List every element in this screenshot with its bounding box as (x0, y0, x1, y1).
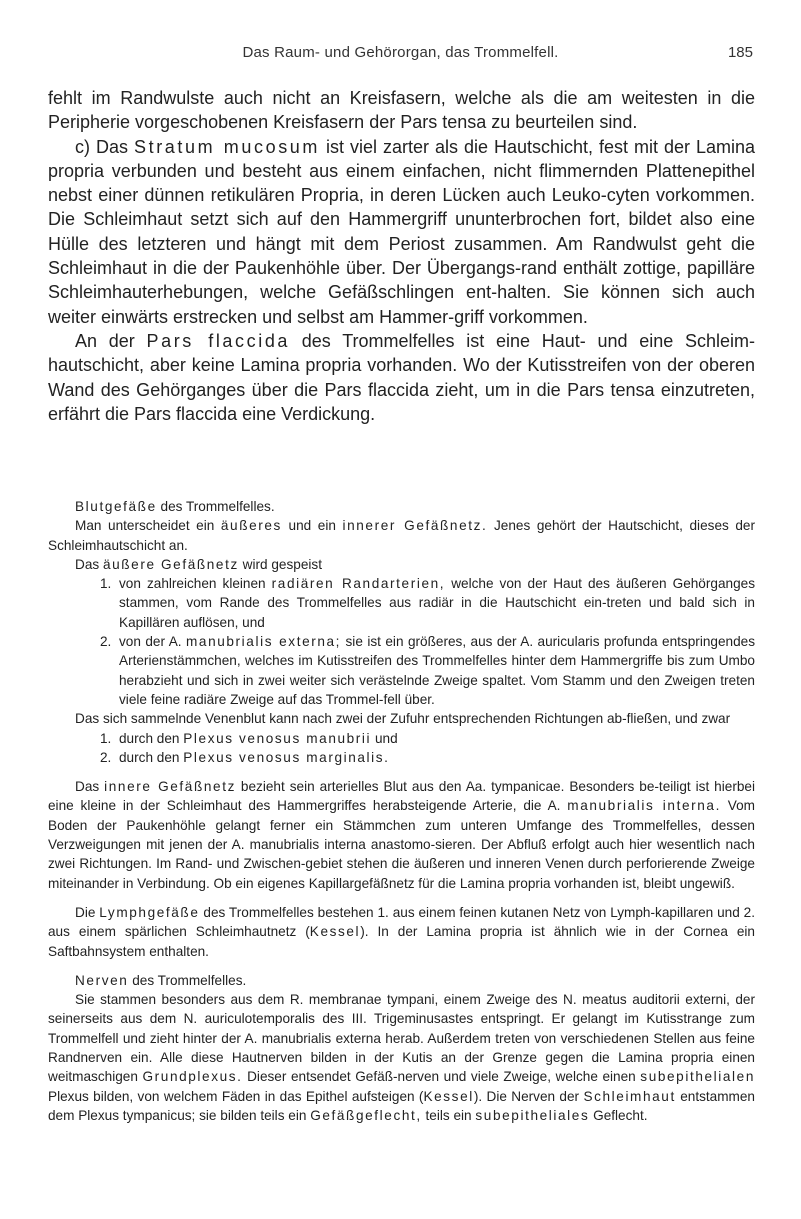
text-span: durch den (119, 730, 184, 746)
term-schleimhaut: Schleimhaut (583, 1088, 676, 1104)
paragraph-aeussere-gefaessnetz (48, 555, 755, 574)
text-span: und ein (281, 518, 343, 534)
author-kessel: Kessel (309, 924, 361, 940)
list-number: 2. (100, 749, 112, 765)
page-number: 185 (727, 44, 753, 61)
text-span: Das (75, 556, 103, 572)
term-aeusseres: äußeres (220, 518, 282, 534)
text-span: des Trommelfelles bestehen 1. aus einem feinen kutanen Netz von Lymph-kapillaren und 2. aus einem spärlichen Schleimhautnetz ( (48, 904, 755, 940)
small-print-section (48, 497, 755, 1125)
list-item (48, 729, 755, 748)
list-venen (48, 729, 755, 768)
list-item (48, 574, 755, 632)
text-span: von der A. (119, 634, 186, 650)
text-span: Vom Boden der Paukenhöhle gelangt ferner ein Stämmchen zum unteren Umfange des Trommelfelles, dessen Verzweigungen mit jenen der A. manubrialis interna anastomo-sieren. Der Abfluß erfolgt auch hier wesentlich nach zwei Richtungen. Im Rand- und Zwischen-gebiet stehen die äußeren und inneren Venen durch perforierende Zweige miteinander in Verbindung. Ob ein eigenes Kapillargefäßnetz für die Lamina propria vorhanden ist, bleibt ungewiß. (48, 798, 755, 891)
term-plexus-venosus-marginalis: Plexus venosus marginalis. (183, 749, 390, 765)
term-manubrialis-interna: manubrialis interna. (567, 798, 721, 814)
paragraph-lymphgefaesse (48, 903, 755, 961)
text-span: ). In der Lamina propria ist ähnlich wie in der Cornea ein Saftbahnsystem enthalten. (48, 924, 755, 959)
text-span: welche von der Haut des äußeren Gehörganges stammen, vom Rande des Trommelfelles aus radiär in die Hautschicht ein-treten und bald sich in Kapillären auflösen, und (119, 576, 755, 630)
text-span: entstammen dem Plexus tympanicus; sie bilden teils ein (48, 1088, 755, 1123)
text-span: des Trommelfelles. (128, 972, 247, 988)
paragraph-innere-gefaessnetz (48, 777, 755, 893)
paragraph-stratum-mucosum (48, 135, 755, 329)
term-plexus-venosus-manubrii: Plexus venosus manubrii (183, 730, 372, 746)
paragraph-pars-flaccida (48, 329, 755, 426)
text-span: teils ein (421, 1107, 476, 1123)
list-number: 1. (100, 730, 112, 746)
text-span: von zahlreichen kleinen (119, 576, 272, 592)
text-span: Jenes gehört der Hautschicht, dieses der Schleimhautschicht an. (48, 518, 756, 553)
paragraph-text: fehlt im Randwulste auch nicht an Kreisfasern, welche als die am weitesten in die Peripherie vorgeschobenen Kreisfasern der Pars tensa zu beurteilen sind. (48, 88, 755, 133)
paragraph-venenblut (48, 709, 755, 728)
text-span: Man unterscheidet ein (75, 518, 221, 534)
term-nerven: Nerven (75, 972, 129, 988)
list-item (48, 748, 755, 767)
term-innerer-gefaessnetz: innerer Gefäßnetz. (342, 518, 488, 534)
running-head (48, 44, 753, 66)
term-stratum-mucosum: Stratum mucosum (133, 136, 321, 157)
text-span: und (371, 730, 398, 746)
text-span: Dieser entsendet Gefäß-nerven und viele Zweige, welche einen (242, 1069, 641, 1085)
text-span: durch den (119, 749, 184, 765)
paragraph-nerven (48, 990, 755, 1125)
text-span: Die (75, 904, 100, 920)
list-arterien (48, 574, 755, 709)
text-span: Plexus bilden, von welchem Fäden in das Epithel aufsteigen ( (48, 1088, 424, 1104)
text-span: Das (75, 779, 105, 795)
list-number: 2. (100, 634, 112, 650)
text-span: sie ist ein größeres, aus der A. auricularis profunda entspringendes Arterienstämmchen, welches im Kutisstreifen des Trommelfelles hinter dem Hammergriffe bis zum Umbo herabzieht und sich in zwei weiter sich verästelnde Zweige spaltet. Vom Stamm und den Zweigen treten viele feine radiäre Zweige auf das Trommel-fell über. (119, 634, 755, 707)
paragraph-randwulst (48, 86, 755, 135)
text-span: des Trommelfelles ist eine Haut- und eine Schleim-hautschicht, aber keine Lamina propria vorhanden. Wo der Kutisstreifen von der oberen Wand des Gehörganges über die Pars flaccida zieht, um in die Pars tensa einzutreten, erfährt die Pars flaccida eine Verdickung. (48, 330, 756, 424)
text-span: Sie stammen besonders aus dem R. membranae tympani, einem Zweige des N. meatus auditorii externi, der seinerseits aus dem N. auriculotemporalis des III. Trigeminusastes entspringt. Er gelangt im Kutisstrange zum Trommelfell und zieht hinter der A. manubrialis externa herab. Außerdem treten von verschiedenen Stellen aus feine Randnerven ein. Alle diese Hautnerven bilden in der Kutis an der Grenze gegen die Lamina propria einen weitmaschigen (48, 992, 755, 1085)
term-manubrialis-externa: manubrialis externa; (185, 634, 342, 650)
term-gefaessgeflecht: Gefäßgeflecht, (310, 1107, 422, 1123)
main-text (48, 86, 755, 426)
list-item (48, 632, 755, 709)
term-pars-flaccida: Pars flaccida (146, 330, 291, 351)
text-span: Das sich sammelnde Venenblut kann nach zwei der Zufuhr entsprechenden Richtungen ab-fließen, und zwar (75, 711, 731, 727)
term-aeussere-gefaessnetz: äußere Gefäßnetz (102, 556, 239, 572)
term-lymphgefaesse: Lymphgefäße (99, 904, 200, 920)
term-subepithelialen: subepithelialen (640, 1069, 755, 1085)
text-span: wird gespeist (238, 556, 322, 572)
list-number: 1. (100, 576, 112, 592)
term-grundplexus: Grundplexus. (142, 1069, 243, 1085)
text-span: An der (75, 330, 147, 351)
text-span: ). Die Nerven der (473, 1088, 584, 1104)
term-subepitheliales: subepitheliales (475, 1107, 590, 1123)
author-kessel: Kessel (423, 1088, 474, 1104)
heading-blutgefaesse (48, 497, 755, 516)
paragraph-gefaessnetz (48, 516, 755, 555)
term-innere-gefaessnetz: innere Gefäßnetz (104, 779, 236, 795)
heading-nerven (48, 971, 755, 990)
term-blutgefaesse: Blutgefäße (75, 499, 157, 514)
text-span: c) Das (75, 136, 134, 157)
text-span: Geflecht. (589, 1107, 648, 1123)
text-span: des Trommelfelles. (156, 499, 275, 514)
running-title: Das Raum- und Gehörorgan, das Trommelfell. (242, 44, 559, 61)
text-span: bezieht sein arterielles Blut aus den Aa. tympanicae. Besonders be-teiligt ist hierbei eine kleine in der Schleimhaut des Hammergriffes herabsteigende Arterie, die A. (48, 779, 755, 814)
text-span: ist viel zarter als die Hautschicht, fest mit der Lamina propria verbunden und besteht aus einem einfachen, nicht flimmernden Plattenepithel nebst einer dünnen retikulären Propria, in deren Lücken auch Leuko-cyten vorkommen. Die Schleimhaut setzt sich auf den Hammergriff ununterbrochen fort, bildet also eine Hülle des letzteren und hängt mit dem Periost zusammen. Am Randwulst geht die Schleimhaut in die der Paukenhöhle über. Der Übergangs-rand enthält zottige, papilläre Schleimhauterhebungen, welche Gefäßschlingen ent-halten. Sie können sich auch weiter einwärts erstrecken und selbst am Hammer-griff vorkommen. (48, 136, 755, 327)
term-radiaeren-randarterien: radiären Randarterien, (271, 576, 446, 592)
